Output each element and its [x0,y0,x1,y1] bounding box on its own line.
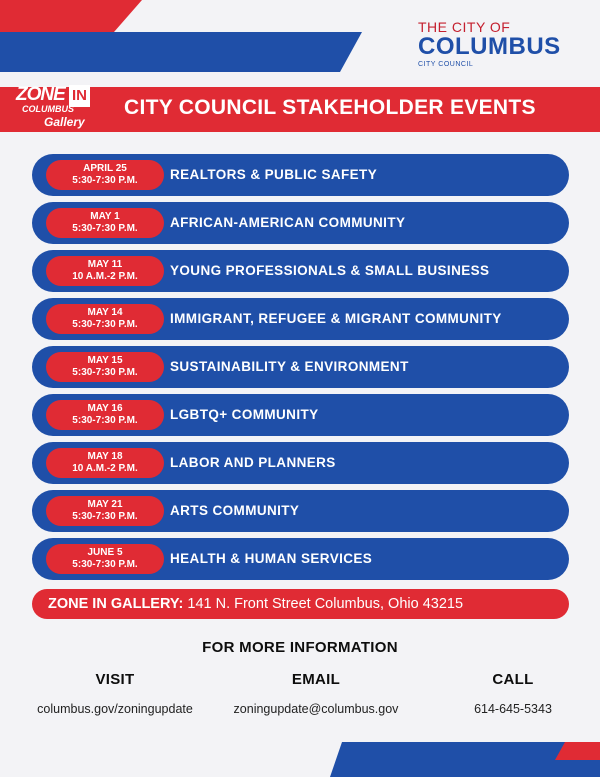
event-title: IMMIGRANT, REFUGEE & MIGRANT COMMUNITY [170,311,502,326]
event-date: MAY 15 [87,355,123,366]
event-datetime-pill [46,496,164,526]
logo-line-2: COLUMBUS [418,33,561,60]
website-link[interactable]: columbus.gov/zoningupdate [37,702,193,716]
zone-in-columbus-gallery-badge [14,82,106,138]
event-date: MAY 1 [90,211,120,222]
event-row [32,250,569,292]
phone-link[interactable]: 614-645-5343 [474,702,552,716]
event-datetime-pill [46,208,164,238]
event-time: 5:30-7:30 P.M. [72,559,138,570]
city-of-columbus-logo [418,20,578,71]
email-label: EMAIL [291,671,341,688]
event-datetime-pill [46,304,164,334]
event-title: YOUNG PROFESSIONALS & SMALL BUSINESS [170,263,490,278]
badge-gallery: Gallery [44,115,85,129]
address-text: 141 N. Front Street Columbus, Ohio 43215 [187,596,464,612]
event-datetime-pill [46,448,164,478]
event-date: MAY 18 [87,451,123,462]
event-row [32,298,569,340]
event-datetime-pill [46,352,164,382]
badge-in: IN [69,85,90,107]
event-row [32,490,569,532]
event-date: MAY 21 [87,499,123,510]
event-row [32,202,569,244]
event-time: 5:30-7:30 P.M. [72,223,138,234]
event-datetime-pill [46,544,164,574]
gallery-address-bar [32,589,569,619]
event-date: JUNE 5 [87,547,123,558]
badge-zone: ZONE [16,84,65,105]
event-time: 5:30-7:30 P.M. [72,319,138,330]
event-time: 5:30-7:30 P.M. [72,415,138,426]
event-title: ARTS COMMUNITY [170,503,300,518]
event-time: 5:30-7:30 P.M. [72,175,138,186]
event-title: LGBTQ+ COMMUNITY [170,407,319,422]
more-info-heading: FOR MORE INFORMATION [202,639,398,656]
event-row [32,442,569,484]
visit-label: VISIT [95,671,135,688]
visit-column [10,670,220,716]
call-label: CALL [492,671,534,688]
logo-line-3: CITY COUNCIL [418,61,474,68]
event-title: HEALTH & HUMAN SERVICES [170,551,373,566]
event-time: 5:30-7:30 P.M. [72,367,138,378]
event-date: MAY 14 [87,307,123,318]
call-column [448,670,578,716]
badge-columbus: COLUMBUS [22,104,74,114]
event-row [32,394,569,436]
event-date: MAY 16 [87,403,123,414]
event-row [32,346,569,388]
event-title: LABOR AND PLANNERS [170,455,336,470]
event-time: 10 A.M.-2 P.M. [72,271,138,282]
event-date: APRIL 25 [83,163,127,174]
event-title: REALTORS & PUBLIC SAFETY [170,167,378,182]
address-label: ZONE IN GALLERY: [48,596,184,612]
event-title: AFRICAN-AMERICAN COMMUNITY [170,215,406,230]
event-time: 5:30-7:30 P.M. [72,511,138,522]
event-time: 10 A.M.-2 P.M. [72,463,138,474]
logo-line-1: THE CITY OF [418,19,511,35]
event-datetime-pill [46,400,164,430]
event-datetime-pill [46,256,164,286]
event-row [32,538,569,580]
email-link[interactable]: zoningupdate@columbus.gov [233,702,399,716]
event-list [32,154,569,586]
event-date: MAY 11 [87,259,123,270]
email-column [216,670,416,716]
page-title: CITY COUNCIL STAKEHOLDER EVENTS [124,96,536,119]
event-row [32,154,569,196]
event-datetime-pill [46,160,164,190]
event-title: SUSTAINABILITY & ENVIRONMENT [170,359,409,374]
